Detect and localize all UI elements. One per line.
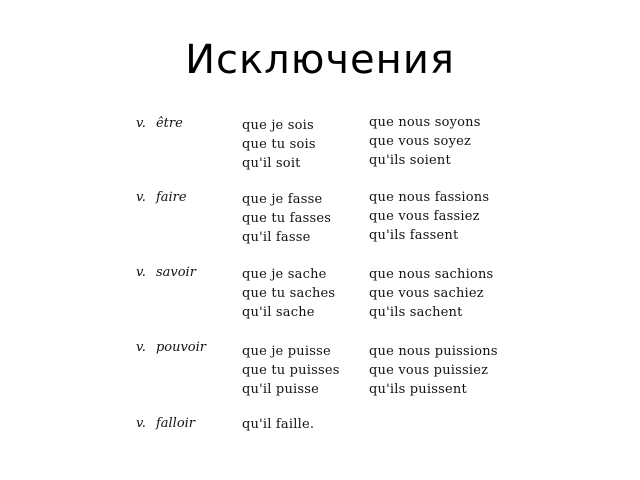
conjugation-form: que vous sachiez xyxy=(369,286,484,301)
verb-infinitive: être xyxy=(155,116,183,131)
conjugation-form: que je puisse xyxy=(242,344,331,359)
verb-label xyxy=(136,340,206,355)
conjugation-form: qu'ils puissent xyxy=(369,382,467,397)
conjugation-form: qu'ils sachent xyxy=(369,305,463,320)
verb-label xyxy=(136,190,187,205)
conjugation-form: qu'ils fassent xyxy=(369,228,459,243)
conjugation-form: que je sois xyxy=(242,118,314,133)
conjugation-form: que vous soyez xyxy=(369,134,472,149)
verb-infinitive: falloir xyxy=(155,416,196,431)
conjugation-form: que tu fasses xyxy=(242,211,332,226)
conjugation-form: qu'il puisse xyxy=(242,382,320,397)
conjugation-form: qu'il faille. xyxy=(242,417,315,432)
singular-forms xyxy=(242,190,331,247)
conjugation-form: qu'il sache xyxy=(242,305,315,320)
plural-forms xyxy=(369,342,498,399)
conjugation-form: que vous puissiez xyxy=(369,363,489,378)
conjugation-form: que nous sachions xyxy=(369,267,494,282)
conjugation-form: que tu puisses xyxy=(242,363,340,378)
verb-prefix: v. xyxy=(136,116,146,131)
verb-prefix: v. xyxy=(136,190,146,205)
verb-prefix: v. xyxy=(136,265,146,280)
verb-infinitive: pouvoir xyxy=(155,340,207,355)
conjugation-form: que je fasse xyxy=(242,192,323,207)
conjugation-form: que nous soyons xyxy=(369,115,481,130)
plural-forms xyxy=(369,113,481,170)
slide-title: Исключения xyxy=(185,37,455,83)
conjugation-form: qu'ils soient xyxy=(369,153,451,168)
verb-prefix: v. xyxy=(136,416,146,431)
conjugation-form: que vous fassiez xyxy=(369,209,480,224)
conjugation-form: que tu saches xyxy=(242,286,336,301)
singular-forms xyxy=(242,265,335,322)
conjugation-form: que je sache xyxy=(242,267,327,282)
verb-label xyxy=(136,416,195,431)
conjugation-form: que tu sois xyxy=(242,137,316,152)
conjugation-form: que nous fassions xyxy=(369,190,490,205)
conjugation-form: qu'il soit xyxy=(242,156,301,171)
singular-forms xyxy=(242,342,340,399)
verb-prefix: v. xyxy=(136,340,146,355)
conjugation-form: qu'il fasse xyxy=(242,230,311,245)
plural-forms xyxy=(369,188,489,245)
verb-label xyxy=(136,265,196,280)
verb-infinitive: faire xyxy=(155,190,187,205)
singular-forms xyxy=(242,415,314,434)
conjugation-form: que nous puissions xyxy=(369,344,498,359)
plural-forms xyxy=(369,265,493,322)
singular-forms xyxy=(242,116,316,173)
verb-infinitive: savoir xyxy=(155,265,196,280)
verb-label xyxy=(136,116,183,131)
